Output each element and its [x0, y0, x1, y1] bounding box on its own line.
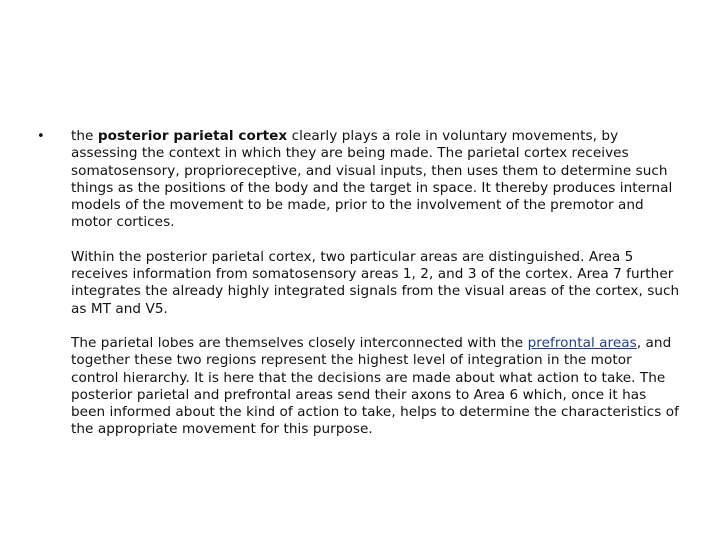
term-posterior-parietal-cortex: posterior parietal cortex: [97, 128, 288, 144]
prefrontal-areas-link[interactable]: prefrontal areas: [527, 334, 637, 351]
paragraph-parietal-lobes: [71, 335, 683, 439]
paragraph-areas-5-and-7: Within the posterior parietal cortex, two particular areas are distinguished. Area 5 receives information from somatosensory areas 1, 2, and 3 of the cortex. Area 7 further integrates the already highly integrated signals from the visual areas of the cortex, such as MT and V5.: [71, 248, 680, 317]
paragraph1-prefix: the: [71, 128, 98, 144]
paragraph-posterior-parietal-cortex: [71, 128, 683, 232]
paragraph3-body: , and together these two regions represent the highest level of integration in the motor control hierarchy. It is here that the decisions are made about what action to take. The posterior parietal and prefrontal areas send their axons to Area 6 which, once it has been informed about the kind of action to take, helps to determine the characteristics of the appropriate movement for this purpose.: [71, 334, 679, 438]
text-block: [71, 128, 683, 439]
bullet-marker: •: [37, 129, 45, 144]
paragraph3-prefix: The parietal lobes are themselves closely interconnected with the: [71, 334, 528, 351]
paragraph1-body: clearly plays a role in voluntary movements, by assessing the context in which they are being made. The parietal cortex receives somatosensory, proprioreceptive, and visual inputs, then uses them to determine such things as the positions of the body and the target in space. It thereby produces internal models of the movement to be made, prior to the involvement of the premotor and motor cortices.: [71, 128, 673, 231]
